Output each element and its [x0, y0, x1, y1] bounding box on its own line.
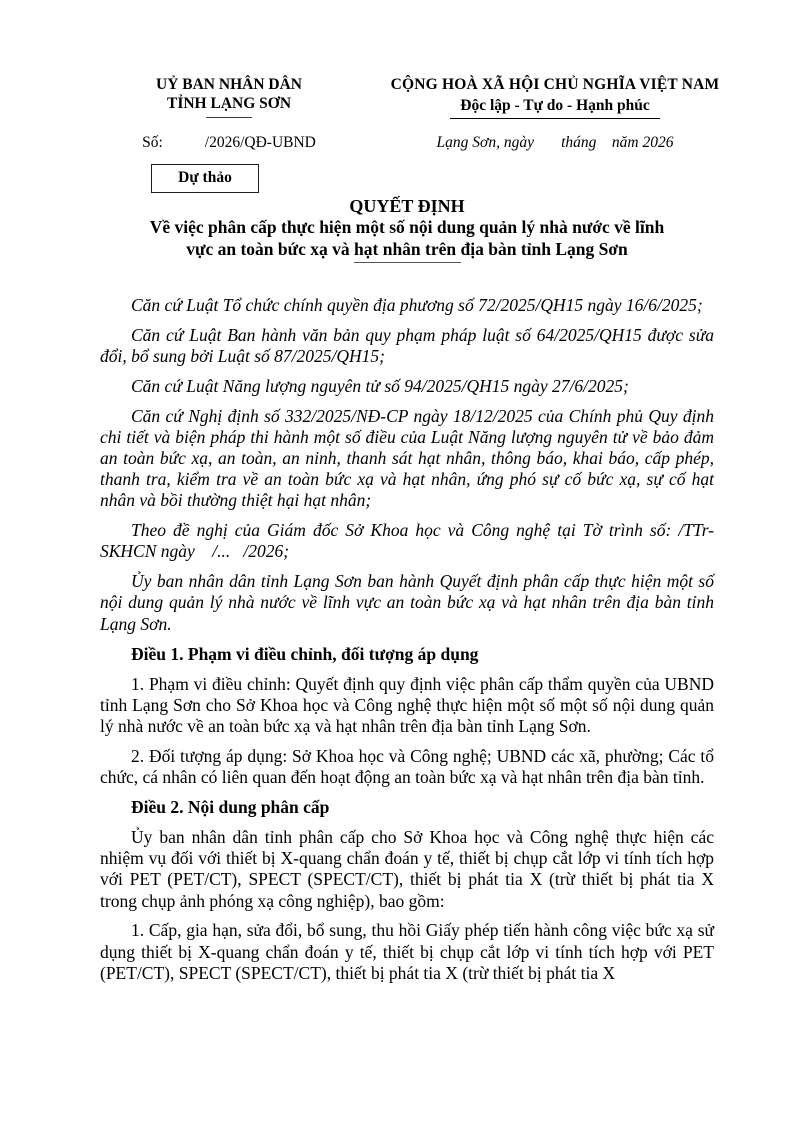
- issuing-authority-block: [100, 75, 358, 193]
- paragraph: Ủy ban nhân dân tỉnh phân cấp cho Sở Khoa học và Công nghệ thực hiện các nhiệm vụ đối với thiết bị X-quang chẩn đoán y tế, thiết bị chụp cắt lớp vi tính tích hợp với PET (PET/CT), SPECT (SPECT/CT), thiết bị phát tia X (trừ thiết bị phát tia X trong chụp ảnh phóng xạ công nghiệp), bao gồm:: [100, 827, 714, 911]
- document-subject-line2: [100, 239, 714, 261]
- draft-stamp-box: [151, 164, 259, 193]
- document-number-line: [100, 134, 358, 152]
- paragraph: Theo đề nghị của Giám đốc Sở Khoa học và Công nghệ tại Tờ trình số: /TTr-SKHCN ngày /... /2026;: [100, 520, 714, 562]
- national-title: CỘNG HOÀ XÃ HỘI CHỦ NGHĨA VIỆT NAM: [390, 76, 720, 93]
- place-date-line: Lạng Sơn, ngày tháng năm 2026: [436, 134, 674, 151]
- paragraph: 1. Cấp, gia hạn, sửa đổi, bổ sung, thu hồi Giấy phép tiến hành công việc bức xạ sử dụng thiết bị X-quang chẩn đoán y tế, thiết bị chụp cắt lớp vi tính tích hợp với PET (PET/CT), SPECT (SPECT/CT), thiết bị phát tia X (trừ thiết bị phát tia X: [100, 920, 714, 983]
- document-type-title: QUYẾT ĐỊNH: [349, 196, 465, 216]
- paragraph: Căn cứ Nghị định số 332/2025/NĐ-CP ngày 18/12/2025 của Chính phủ Quy định chi tiết và biện pháp thi hành một số điều của Luật Năng lượng nguyên tử về bảo đảm an toàn bức xạ, an toàn, an ninh, thanh sát hạt nhân, thông báo, khai báo, cấp phép, thanh tra, kiểm tra về an toàn bức xạ và hạt nhân, ứng phó sự cố bức xạ, sự cố hạt nhân và bồi thường thiệt hại hạt nhân;: [100, 405, 714, 511]
- paragraph: Ủy ban nhân dân tỉnh Lạng Sơn ban hành Quyết định phân cấp thực hiện một số nội dung quản lý nhà nước về lĩnh vực an toàn bức xạ và hạt nhân trên địa bàn tỉnh Lạng Sơn.: [100, 571, 714, 634]
- document-title-block: [100, 195, 714, 260]
- issuing-authority-line2: TỈNH LẠNG SƠN: [166, 95, 292, 112]
- issuing-authority-line1: UỶ BAN NHÂN DÂN: [156, 76, 302, 93]
- document-header: [100, 75, 720, 193]
- national-header-block: [358, 75, 752, 152]
- paragraph: 1. Phạm vi điều chỉnh: Quyết định quy định việc phân cấp thẩm quyền của UBND tỉnh Lạng Sơn cho Sở Khoa học và Công nghệ thực hiện một số một số nội dung quản lý nhà nước về an toàn bức xạ và hạt nhân trên địa bàn tỉnh Lạng Sơn.: [100, 673, 714, 737]
- draft-stamp-label: Dự thảo: [178, 169, 232, 186]
- paragraph: 2. Đối tượng áp dụng: Sở Khoa học và Công nghệ; UBND các xã, phường; Các tổ chức, cá nhân có liên quan đến hoạt động an toàn bức xạ và hạt nhân trên địa bàn tỉnh.: [100, 745, 714, 788]
- paragraph: Căn cứ Luật Ban hành văn bản quy phạm pháp luật số 64/2025/QH15 được sửa đổi, bổ sung bởi Luật số 87/2025/QH15;: [100, 324, 714, 366]
- document-subject-line1: Về việc phân cấp thực hiện một số nội dung quản lý nhà nước về lĩnh: [149, 217, 665, 237]
- article-heading: Điều 2. Nội dung phân cấp: [131, 797, 330, 818]
- paragraph: Căn cứ Luật Tổ chức chính quyền địa phương số 72/2025/QH15 ngày 16/6/2025;: [131, 295, 703, 315]
- subject-line2-underlined: hạt nhân trên: [354, 239, 460, 263]
- authority-separator-line: [206, 117, 252, 118]
- document-number-value: /2026/QĐ-UBND: [204, 134, 316, 151]
- paragraph: Căn cứ Luật Năng lượng nguyên tử số 94/2025/QH15 ngày 27/6/2025;: [131, 375, 629, 396]
- document-number-label: Số:: [142, 134, 163, 151]
- national-motto: Độc lập - Tự do - Hạnh phúc: [450, 96, 659, 119]
- document-body: [100, 295, 714, 984]
- subject-line2-pre: vực an toàn bức xạ và: [186, 238, 355, 259]
- subject-line2-post: địa bàn tỉnh Lạng Sơn: [460, 238, 628, 259]
- article-heading: Điều 1. Phạm vi điều chỉnh, đối tượng áp dụng: [131, 643, 479, 664]
